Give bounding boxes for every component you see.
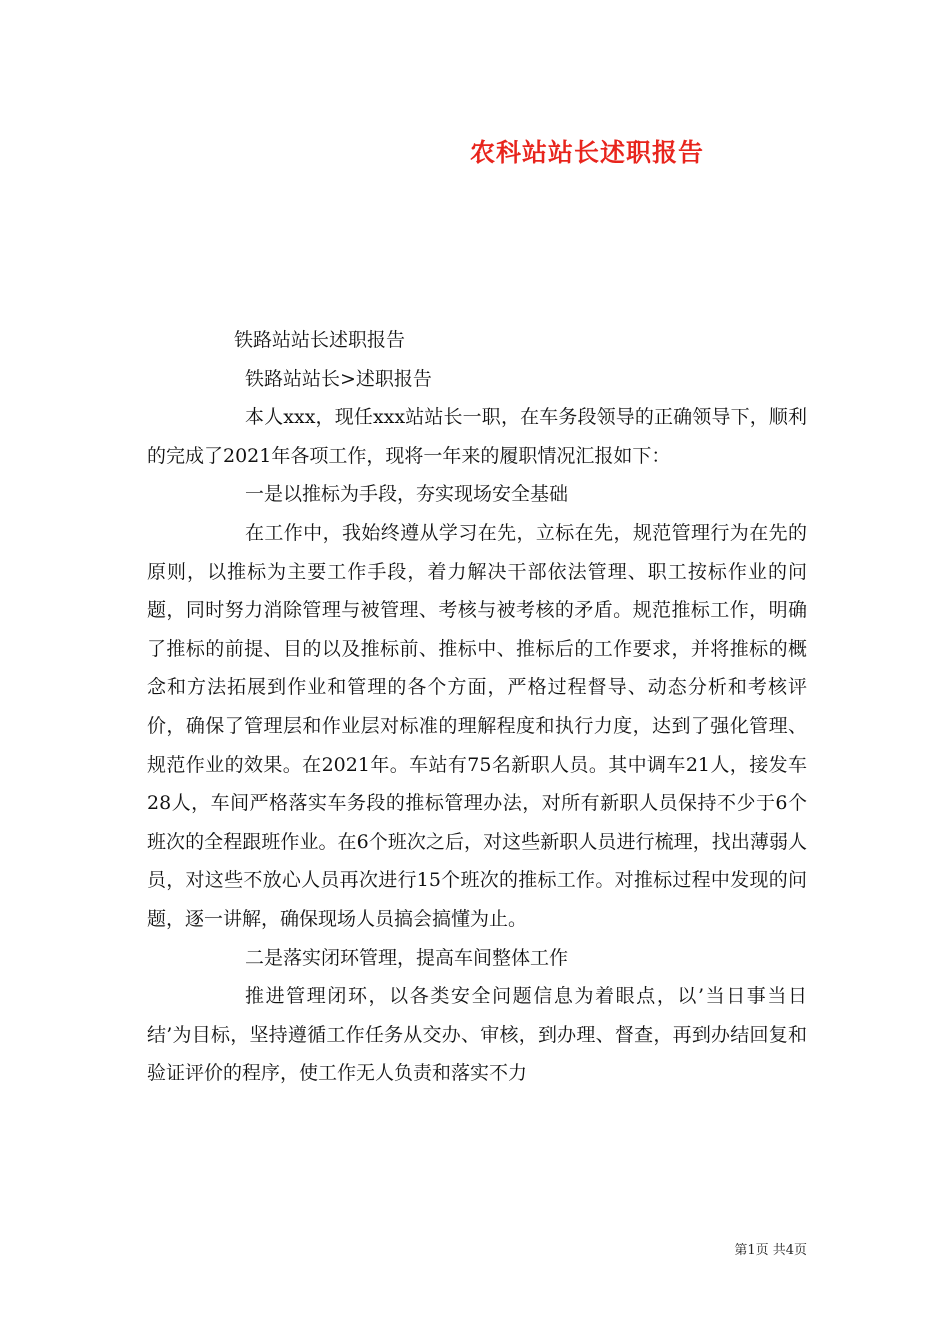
document-body: [147, 321, 807, 1093]
subtitle-paragraph: 铁路站站长述职报告: [234, 329, 406, 351]
intro-paragraph: 本人xxx，现任xxx站站长一职，在车务段领导的正确领导下，顺利的完成了2021年各项工作，现将一年来的履职情况汇报如下：: [147, 406, 807, 467]
section-heading-1: 一是以推标为手段，夯实现场安全基础: [245, 483, 569, 506]
section-body-1: 在工作中，我始终遵从学习在先，立标在先，规范管理行为在先的原则，以推标为主要工作手段，着力解决干部依法管理、职工按标作业的问题，同时努力消除管理与被管理、考核与被考核的矛盾。规范推标工作，明确了推标的前提、目的以及推标前、推标中、推标后的工作要求，并将推标的概念和方法拓展到作业和管理的各个方面，严格过程督导、动态分析和考核评价，确保了管理层和作业层对标准的理解程度和执行力度，达到了强化管理、规范作业的效果。在2021年。车站有75名新职人员。其中调车21人，接发车28人，车间严格落实车务段的推标管理办法，对所有新职人员保持不少于6个班次的全程跟班作业。在6个班次之后，对这些新职人员进行梳理，找出薄弱人员，对这些不放心人员再次进行15个班次的推标工作。对推标过程中发现的问题，逐一讲解，确保现场人员搞会搞懂为止。: [147, 521, 807, 930]
document-title: 农科站站长述职报告: [470, 138, 705, 167]
section-heading-2: 二是落实闭环管理，提高车间整体工作: [245, 946, 569, 969]
page-footer: 第1页 共4页: [734, 1243, 807, 1258]
subtitle-paragraph-alt: 铁路站站长>述职报告: [245, 367, 432, 390]
section-body-2: 推进管理闭环，以各类安全问题信息为着眼点，以’当日事当日结’为目标，坚持遵循工作任务从交办、审核，到办理、督查，再到办结回复和验证评价的程序，使工作无人负责和落实不力: [147, 985, 807, 1085]
